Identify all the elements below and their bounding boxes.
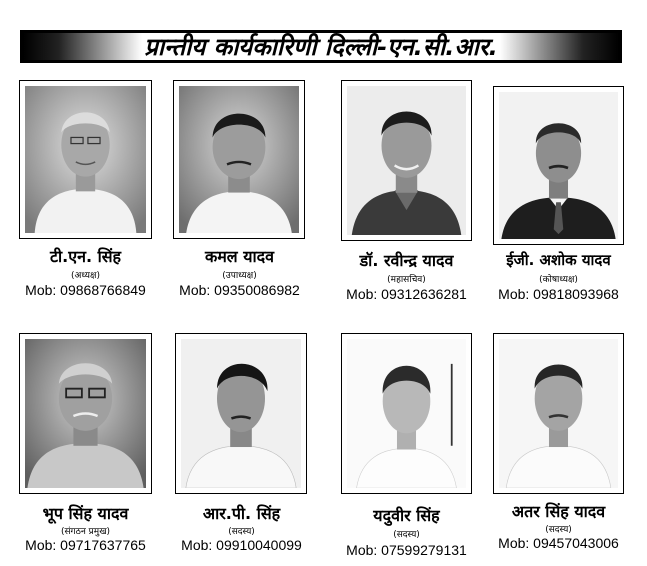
member-photo (19, 80, 152, 239)
member-name: डॉ. रवीन्द्र यादव (359, 251, 454, 270)
portrait-photo-icon (25, 86, 146, 233)
member-card-3 (339, 80, 474, 302)
portrait-photo-icon (25, 339, 146, 488)
member-photo (175, 333, 307, 494)
member-name: कमल यादव (204, 247, 275, 266)
portrait-photo-icon (181, 339, 301, 488)
member-name: आर.पी. सिंह (202, 504, 281, 523)
member-card-2 (172, 80, 307, 302)
member-mobile: Mob: 09717637765 (25, 537, 146, 553)
member-name: यदुवीर सिंह (373, 506, 440, 525)
member-card-7 (339, 333, 474, 561)
member-mobile: Mob: 09818093968 (498, 286, 619, 302)
member-photo (341, 80, 472, 241)
member-role: (सदस्य) (545, 525, 572, 535)
portrait-photo-icon (179, 86, 299, 233)
member-role: (सदस्य) (228, 527, 255, 537)
member-mobile: Mob: 09910040099 (181, 537, 302, 553)
portrait-photo-icon (499, 92, 618, 239)
member-role: (महासचिव) (387, 275, 426, 285)
title-banner (20, 30, 622, 63)
member-card-6 (174, 333, 309, 558)
member-mobile: Mob: 09868766849 (25, 282, 146, 298)
member-role: (सदस्य) (393, 530, 420, 540)
member-name: ईजी. अशोक यादव (506, 251, 611, 269)
member-mobile: Mob: 07599279131 (346, 542, 467, 558)
member-mobile: Mob: 09312636281 (346, 286, 467, 302)
member-card-1 (18, 80, 153, 302)
member-card-5 (18, 333, 153, 558)
member-role: (कोषाध्यक्ष) (539, 275, 578, 285)
member-card-8 (491, 333, 626, 558)
member-mobile: Mob: 09350086982 (179, 282, 300, 298)
portrait-photo-icon (499, 339, 618, 488)
member-role: (संगठन प्रमुख) (60, 527, 111, 537)
member-photo (173, 80, 305, 239)
member-photo (493, 86, 624, 245)
member-name: अतर सिंह यादव (511, 502, 606, 521)
member-mobile: Mob: 09457043006 (498, 535, 619, 551)
portrait-photo-icon (347, 339, 466, 488)
member-photo (493, 333, 624, 494)
portrait-photo-icon (347, 86, 466, 235)
member-role: (अध्यक्ष) (71, 271, 100, 281)
member-photo (19, 333, 152, 494)
member-photo (341, 333, 472, 494)
page-title: प्रान्तीय कार्यकारिणी दिल्ली-एन.सी.आर. (144, 33, 498, 61)
member-role: (उपाध्यक्ष) (222, 271, 257, 281)
member-name: टी.एन. सिंह (49, 247, 122, 266)
member-name: भूप सिंह यादव (42, 504, 129, 523)
member-card-4 (491, 86, 626, 306)
